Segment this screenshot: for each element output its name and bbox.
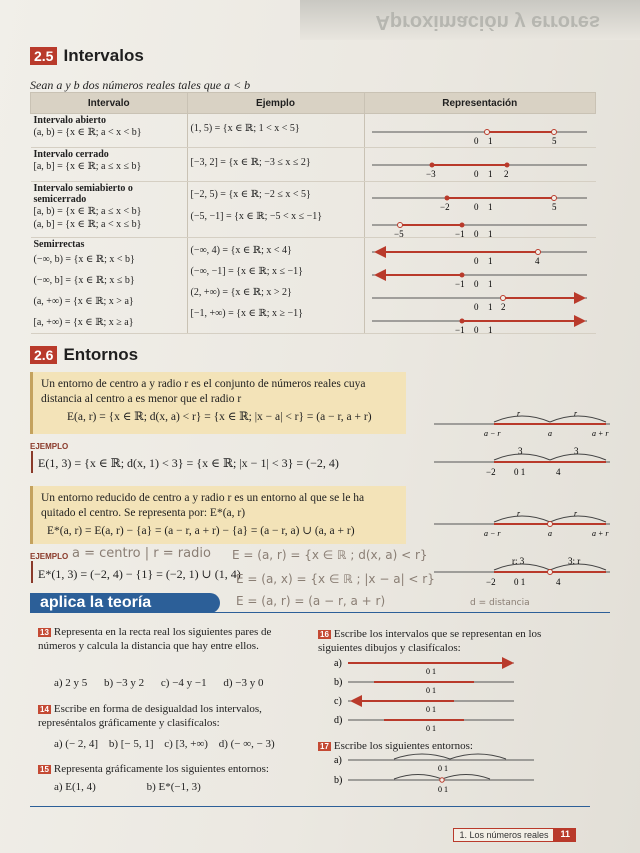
number-line-8: [372, 319, 587, 336]
example-bar: [31, 451, 33, 473]
tick-label: 0 1: [514, 577, 526, 587]
interval-cell: [31, 182, 188, 238]
tick-label: 1: [488, 229, 493, 239]
option: c) [3, +∞): [164, 738, 208, 750]
interval-cell: [31, 148, 188, 182]
exercise-text: Representa en la recta real los siguientes pares de números y calcula la distancia que hay entre ellos.: [38, 626, 272, 652]
tick-label: 4: [556, 467, 561, 477]
item-label: b): [334, 677, 343, 688]
radius-label: 3: [574, 446, 579, 456]
option: a) 2 y 5: [54, 677, 88, 689]
example-label: EJEMPLO: [30, 442, 69, 451]
option: b) [− 5, 1]: [108, 738, 154, 750]
exercise-text: Escribe en forma de desigualdad los intervalos, represéntalos gráficamente y clasifícalos:: [38, 703, 262, 729]
entorno-reducido-example-diagram: [432, 554, 612, 590]
section-heading: Intervalos: [63, 46, 144, 65]
example: (−5, −1] = {x ∈ ℝ; −5 < x ≤ −1}: [190, 211, 323, 222]
radius-label: r: [574, 510, 578, 518]
exercise-14-options: [54, 738, 289, 750]
tick-label: 0: [474, 136, 479, 146]
exercise-13: [38, 625, 300, 653]
entorno-reducido-diagram: [432, 510, 612, 544]
exercise-15-options: [54, 781, 215, 793]
number-line-4: [372, 223, 587, 240]
item-label: b): [334, 775, 343, 786]
interval-def: [a, +∞) = {x ∈ ℝ; x ≥ a}: [33, 317, 134, 328]
option: d) −3 y 0: [223, 677, 264, 689]
definition-text: Un entorno reducido de centro a y radio r es un entorno al que se le ha quitado el centro. Se representa por: E*(a, r): [41, 492, 365, 519]
exercise-text: Escribe los intervalos que se representan en los siguientes dibujos y clasifícalos:: [318, 628, 542, 654]
example-bar: [31, 561, 33, 583]
page-footer: [453, 828, 576, 842]
interval-def: (a, b) = {x ∈ ℝ; a < x < b}: [33, 127, 142, 138]
interval-type: Semirrectas: [33, 239, 85, 250]
tick-label: −2: [486, 577, 496, 587]
option: d) (− ∞, − 3): [218, 738, 275, 750]
example-label: EJEMPLO: [30, 552, 69, 561]
tick-label: 1: [488, 256, 493, 266]
exercise-14: [38, 702, 300, 730]
tick-label: 1: [488, 169, 493, 179]
option: a) (− 2, 4]: [54, 738, 99, 750]
exercise-16-lines: [334, 656, 544, 736]
handwritten-note: E = (a, r) = {x ∈ ℝ ; d(x, a) < r}: [232, 548, 428, 562]
tick-label: a: [548, 429, 552, 438]
ex16-line-d: [334, 715, 514, 733]
tick-label: 0: [474, 229, 479, 239]
interval-def: [a, b] = {x ∈ ℝ; a ≤ x ≤ b}: [33, 161, 142, 172]
tick-label: 0: [474, 169, 479, 179]
tick-label: −2: [486, 467, 496, 477]
tick-label: 0 1: [438, 764, 448, 773]
tick-label: a + r: [592, 429, 609, 438]
example-text: E(1, 3) = {x ∈ ℝ; d(x, 1) < 3} = {x ∈ ℝ; |x − 1| < 3} = (−2, 4): [38, 456, 339, 470]
radius-label: r: 3: [512, 556, 525, 566]
tick-label: 0: [474, 256, 479, 266]
tick-label: 0 1: [426, 686, 436, 695]
tick-label: 1: [488, 136, 493, 146]
interval-type: Intervalo cerrado: [33, 149, 109, 160]
tick-label: 0 1: [426, 705, 436, 714]
example: [−2, 5) = {x ∈ ℝ; −2 ≤ x < 5}: [190, 189, 311, 200]
number-line-3: [372, 196, 587, 213]
exercise-17: [318, 739, 578, 753]
exercise-number: 13: [40, 628, 49, 637]
example-text: E*(1, 3) = (−2, 4) − {1} = (−2, 1) ∪ (1, 4): [38, 567, 241, 581]
exercise-number: 15: [40, 765, 49, 774]
interval-cell: [31, 238, 188, 334]
tick-label: 4: [556, 577, 561, 587]
definition-formula: E*(a, r) = E(a, r) − {a} = (a − r, a + r) − {a} = (a − r, a) ∪ (a, a + r): [47, 525, 355, 537]
tick-label: −1: [455, 325, 465, 335]
ex16-line-b: [334, 677, 514, 695]
tick-label: 0 1: [438, 785, 448, 794]
tick-label: −1: [455, 229, 465, 239]
section-number: 2.6: [30, 346, 57, 364]
interval-type: Intervalo semiabierto o semicerrado: [33, 183, 133, 205]
number-line-6: [372, 273, 587, 290]
definition-formula: E(a, r) = {x ∈ ℝ; d(x, a) < r} = {x ∈ ℝ; |x − a| < r} = (a − r, a + r): [67, 411, 372, 423]
ex16-line-c: [334, 696, 514, 714]
example: [−3, 2] = {x ∈ ℝ; −3 ≤ x ≤ 2}: [190, 157, 311, 168]
tick-label: 0 1: [426, 667, 436, 676]
ex17-line-b: [334, 775, 534, 795]
handwritten-note: a = centro | r = radio: [72, 546, 211, 561]
exercise-text: Escribe los siguientes entornos:: [333, 740, 473, 752]
tick-label: a: [548, 529, 552, 538]
header-ejemplo: Ejemplo: [187, 93, 364, 114]
item-label: a): [334, 658, 342, 669]
banner-rule: [30, 612, 610, 613]
page-number: 11: [554, 828, 576, 842]
tick-label: 0 1: [426, 724, 436, 733]
definition-entorno-reducido: [30, 486, 406, 544]
section-title-intervalos: [30, 46, 144, 66]
example-cell: [187, 148, 364, 182]
example: [−1, +∞) = {x ∈ ℝ; x ≥ −1}: [190, 308, 303, 319]
radius-label: r: [574, 410, 578, 418]
exercise-text: Representa gráficamente los siguientes entornos:: [53, 763, 269, 775]
tick-label: 0: [474, 302, 479, 312]
chapter-label: 1. Los números reales: [453, 828, 554, 842]
tick-label: 5: [552, 136, 557, 146]
tick-label: −3: [426, 169, 436, 179]
number-line-5: [372, 250, 587, 267]
number-line-2: [372, 163, 587, 180]
tick-label: −2: [440, 202, 450, 212]
entorno-example-diagram: [432, 446, 612, 480]
tick-label: a + r: [592, 529, 609, 538]
ex17-line-a: [334, 754, 534, 773]
section-number: 2.5: [30, 47, 57, 65]
example-cell: [187, 114, 364, 148]
example-cell: [187, 182, 364, 238]
example: (2, +∞) = {x ∈ ℝ; x > 2}: [190, 287, 292, 298]
example: (−∞, 4) = {x ∈ ℝ; x < 4}: [190, 245, 292, 256]
item-label: c): [334, 696, 342, 707]
example-cell: [187, 238, 364, 334]
section-banner: aplica la teoría: [30, 593, 220, 613]
tick-label: −1: [455, 279, 465, 289]
item-label: d): [334, 715, 343, 726]
item-label: a): [334, 755, 342, 766]
interval-def: (−∞, b] = {x ∈ ℝ; x ≤ b}: [33, 275, 135, 286]
tick-label: 0: [474, 279, 479, 289]
exercise-number: 17: [320, 742, 329, 751]
interval-def: (a, b] = {x ∈ ℝ; a < x ≤ b}: [33, 219, 142, 230]
exercise-17-lines: [334, 753, 544, 797]
option: a) E(1, 4): [54, 781, 96, 793]
exercise-13-options: [54, 677, 278, 689]
tick-label: 1: [488, 302, 493, 312]
tick-label: 4: [535, 256, 540, 266]
number-line-7: [372, 296, 587, 313]
tick-label: 0: [474, 325, 479, 335]
radius-label: 3: [518, 446, 523, 456]
header-intervalo: Intervalo: [31, 93, 188, 114]
tick-label: 1: [488, 325, 493, 335]
exercise-number: 16: [320, 630, 329, 639]
interval-def: [a, b) = {x ∈ ℝ; a ≤ x < b}: [33, 206, 142, 217]
bottom-rule: [30, 806, 590, 807]
interval-def: (a, +∞) = {x ∈ ℝ; x > a}: [33, 296, 134, 307]
handwritten-note: E = (a, r) = (a − r, a + r): [236, 594, 386, 608]
radius-label: r: [517, 410, 521, 418]
exercise-15: [38, 762, 300, 776]
exercise-16: [318, 627, 578, 655]
exercise-number: 14: [40, 705, 49, 714]
ex16-line-a: [334, 658, 514, 676]
option: c) −4 y −1: [160, 677, 207, 689]
representation-lines: [362, 110, 596, 340]
tick-label: 0: [474, 202, 479, 212]
handwritten-note: E = (a, x) = {x ∈ ℝ ; |x − a| < r}: [236, 572, 435, 586]
example: (1, 5) = {x ∈ ℝ; 1 < x < 5}: [190, 123, 300, 134]
intro-text: Sean a y b dos números reales tales que a < b: [30, 78, 251, 92]
radius-label: r: [517, 510, 521, 518]
bleed-through-header: Aproximación y errores: [300, 0, 640, 40]
radius-label: 3: r: [568, 556, 581, 566]
tick-label: 0 1: [514, 467, 526, 477]
definition-text: Un entorno de centro a y radio r es el conjunto de números reales cuya distancia al centro a es menor que el radio r: [41, 378, 366, 405]
tick-label: 2: [501, 302, 506, 312]
tick-label: 1: [488, 279, 493, 289]
header-representacion: Representación: [364, 93, 596, 114]
tick-label: 5: [552, 202, 557, 212]
section-heading: Entornos: [63, 345, 139, 364]
entorno-diagram: [432, 410, 612, 444]
tick-label: −5: [394, 229, 404, 239]
interval-type: Intervalo abierto: [33, 115, 106, 126]
handwritten-note: d = distancia: [470, 598, 530, 608]
definition-entorno: [30, 372, 406, 434]
tick-label: 1: [488, 202, 493, 212]
tick-label: a − r: [484, 429, 501, 438]
tick-label: a − r: [484, 529, 501, 538]
interval-def: (−∞, b) = {x ∈ ℝ; x < b}: [33, 254, 135, 265]
section-title-entornos: [30, 345, 138, 365]
example: (−∞, −1] = {x ∈ ℝ; x ≤ −1}: [190, 266, 303, 277]
interval-cell: [31, 114, 188, 148]
number-line-1: [372, 130, 587, 147]
tick-label: 2: [504, 169, 509, 179]
option: b) E*(−1, 3): [146, 781, 201, 793]
option: b) −3 y 2: [104, 677, 145, 689]
